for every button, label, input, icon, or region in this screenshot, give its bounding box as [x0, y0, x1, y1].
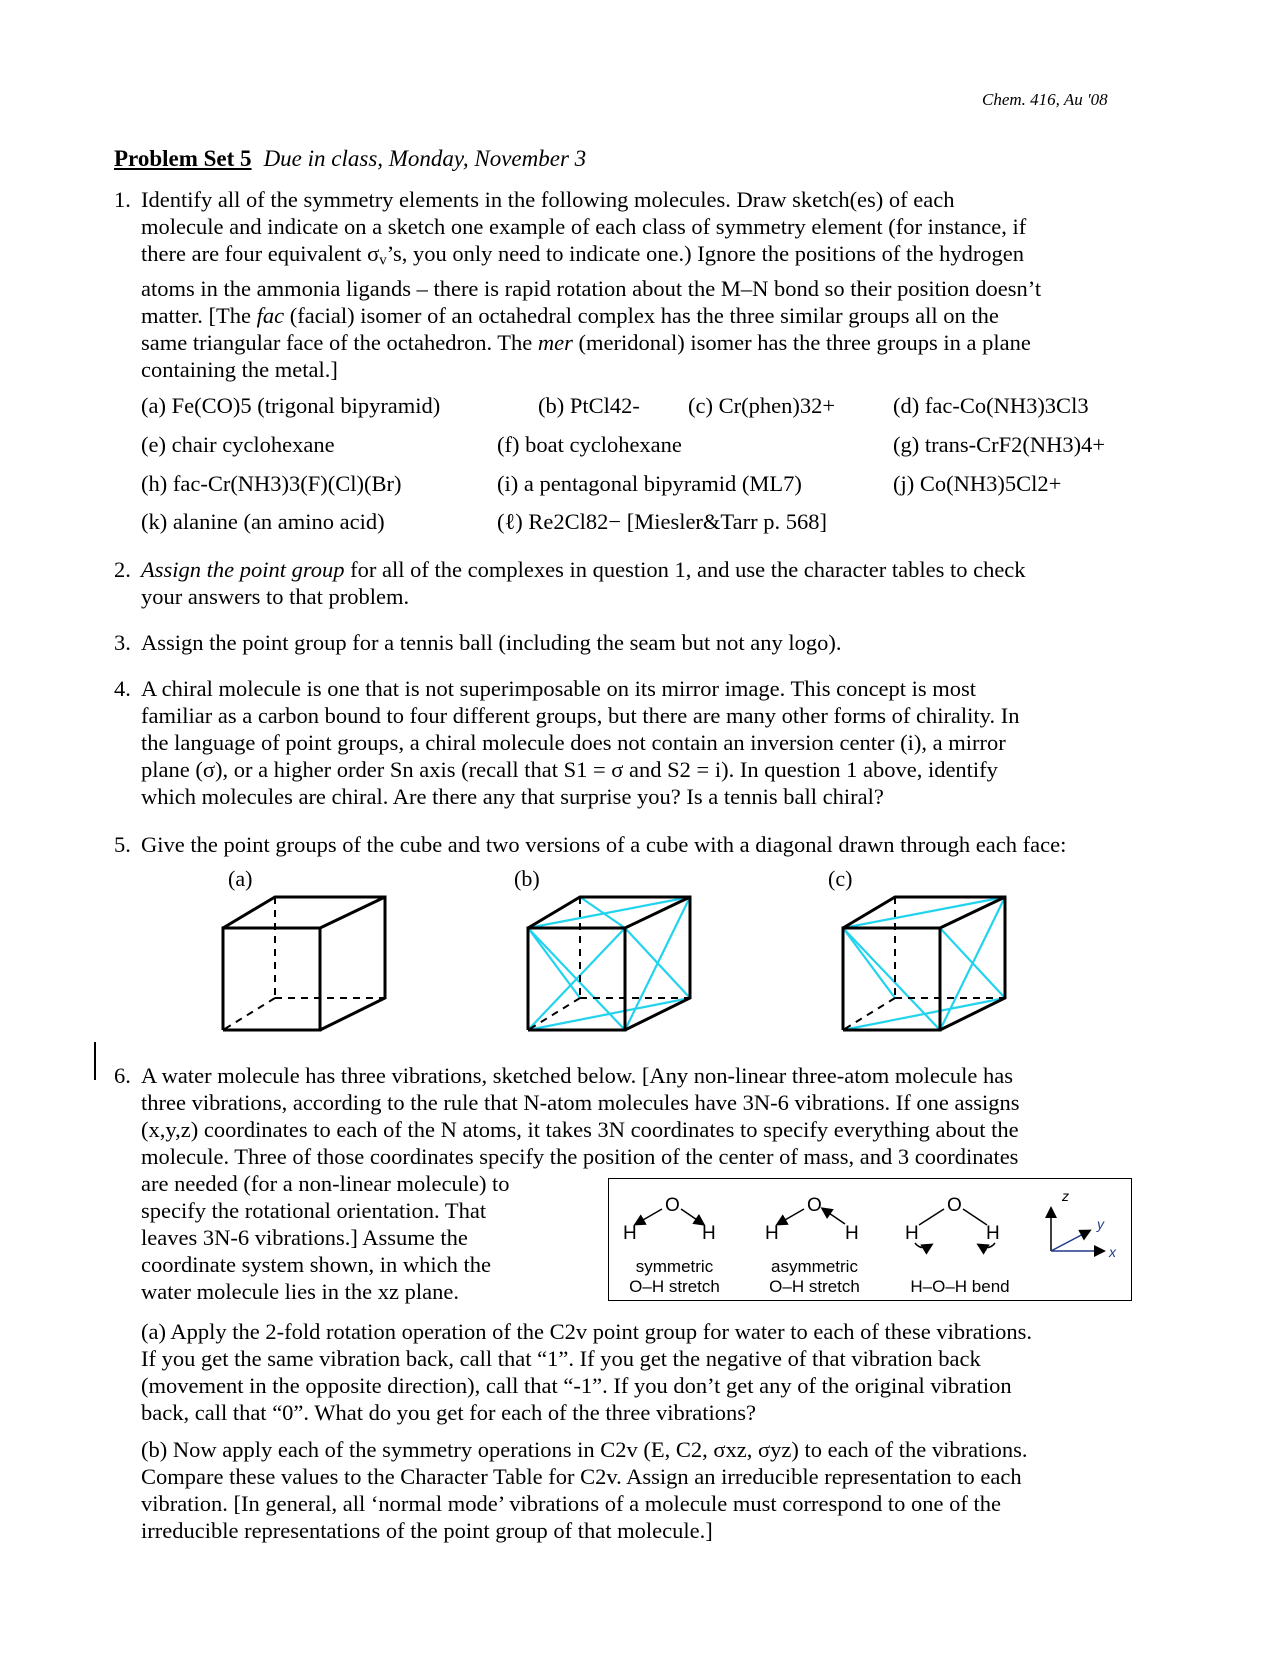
due-date: Due in class, Monday, November 3 — [263, 146, 587, 171]
atom-label: H — [845, 1223, 859, 1244]
cube-label-a: (a) — [228, 866, 253, 891]
q1-item-c: (c) Cr(phen)32+ — [688, 393, 836, 418]
q1-line: molecule and indicate on a sketch one example of each class of symmetry element (for instance, if — [141, 214, 1027, 239]
q1-item-f: (f) boat cyclohexane — [497, 432, 682, 457]
q1-item-e: (e) chair cyclohexane — [141, 432, 335, 457]
q1-item-g: (g) trans-CrF2(NH3)4+ — [893, 432, 1106, 457]
q3-number: 3. — [114, 630, 131, 655]
atom-label: H — [623, 1223, 637, 1244]
vibration-symmetric-label: symmetric O–H stretch — [629, 1257, 720, 1296]
atom-label: H — [986, 1223, 1000, 1244]
q1-line: Identify all of the symmetry elements in the following molecules. Draw sketch(es) of each — [141, 187, 955, 212]
q4-text: A chiral molecule is one that is not superimposable on its mirror image. This concept is most familiar as a carbon bound to four different groups, but there are many other forms of chirality. In the language of point groups, a chiral molecule does not contain an inversion center (i), a mirror plane (σ), or a higher order Sn axis (recall that S1 = σ and S2 = i). In question 1 above, identify which molecules are chiral. Are there any that surprise you? Is a tennis ball chiral? — [141, 676, 1020, 809]
atom-label: H — [765, 1223, 779, 1244]
q1-text — [141, 186, 1171, 383]
course-header: Chem. 416, Au '08 — [982, 90, 1108, 109]
atom-label: O — [807, 1195, 822, 1216]
q1-item-i: (i) a pentagonal bipyramid (ML7) — [497, 471, 802, 496]
water-vibrations-box — [608, 1178, 1132, 1301]
cube-label-c: (c) — [828, 866, 853, 891]
q1-item-b: (b) PtCl42- — [538, 393, 640, 418]
q6a-text: (a) Apply the 2-fold rotation operation of the C2v point group for water to each of these vibrations. If you get the same vibration back, call that “1”. If you get the negative of that vibration back (movement in the opposite direction), call that “-1”. If you don’t get any of the original vibration back, call that “0”. What do you get for each of the three vibrations? — [141, 1319, 1033, 1425]
q2-text: Assign the point group for all of the complexes in question 1, and use the character tables to check your answers to that problem. — [141, 557, 1026, 609]
vibration-asymmetric-label: asymmetric O–H stretch — [769, 1257, 860, 1296]
q1-item-k: (k) alanine (an amino acid) — [141, 509, 385, 534]
cube-a-diagram — [215, 895, 405, 1045]
atom-label: H — [702, 1223, 716, 1244]
q1-item-j: (j) Co(NH3)5Cl2+ — [893, 471, 1062, 496]
q5-text: Give the point groups of the cube and two versions of a cube with a diagonal drawn through each face: — [141, 832, 1067, 857]
q1-item-h: (h) fac-Cr(NH3)3(F)(Cl)(Br) — [141, 471, 402, 496]
q1-line: containing the metal.] — [141, 356, 338, 382]
q5-number: 5. — [114, 832, 131, 857]
q4-number: 4. — [114, 676, 131, 701]
vibration-bend-label: H–O–H bend — [910, 1277, 1010, 1296]
q3-text: Assign the point group for a tennis ball (including the seam but not any logo). — [141, 630, 842, 655]
axis-label-z: z — [1062, 1188, 1069, 1204]
q6b-text: (b) Now apply each of the symmetry operations in C2v (E, C2, σxz, σyz) to each of the vibrations. Compare these values to the Character Table for C2v. Assign an irreducible representation to each vibration. [In general, all ‘normal mode’ vibrations of a molecule must correspond to one of the irreducible representations of the point group of that molecule.] — [141, 1437, 1028, 1543]
q1-item-l: (ℓ) Re2Cl82− [Miesler&Tarr p. 568] — [497, 509, 827, 534]
q2-number: 2. — [114, 557, 131, 582]
axis-label-y: y — [1097, 1216, 1104, 1232]
q1-line: there are four equivalent $\sigma_v’s$, you only need to indicate one.) Ignore the positions of the hydrogen — [141, 241, 1025, 269]
q6-text: A water molecule has three vibrations, sketched below. [Any non-linear three-atom molecule has three vibrations, according to the rule that N-atom molecules have 3N-6 vibrations. If one assigns (x,y,z) coordinates to each of the N atoms, it takes 3N coordinates to specify everything about the molecule. Three of those coordinates specify the position of the center of mass, and 3 coordinates are needed (for a non-linear molecule) to specify the rotational orientation. That leaves 3N-6 vibrations.] Assume the coordinate system shown, in which the water molecule lies in the xz plane. — [141, 1063, 1020, 1304]
q6-number: 6. — [114, 1063, 131, 1088]
atom-label: H — [905, 1223, 919, 1244]
q1-item-d: (d) fac-Co(NH3)3Cl3 — [893, 393, 1089, 418]
cube-b-diagram — [520, 895, 710, 1045]
revision-bar — [94, 1042, 96, 1080]
q1-number: 1. — [114, 187, 131, 212]
atom-label: O — [947, 1195, 962, 1216]
q1-line: same triangular face of the octahedron. The mer (meridonal) isomer has the three groups in a plane — [141, 329, 1031, 355]
atom-label: O — [665, 1195, 680, 1216]
problem-set-title — [114, 146, 586, 172]
q1-item-a: (a) Fe(CO)5 (trigonal bipyramid) — [141, 393, 441, 418]
axis-label-x: x — [1109, 1244, 1116, 1260]
q1-line: atoms in the ammonia ligands – there is rapid rotation about the M–N bond so their position doesn’t — [141, 275, 1042, 301]
cube-c-diagram — [835, 895, 1025, 1045]
q1-line: matter. [The fac (facial) isomer of an octahedral complex has the three similar groups all on the — [141, 302, 999, 328]
cube-label-b: (b) — [514, 866, 540, 891]
title-label: Problem Set 5 — [114, 146, 252, 171]
